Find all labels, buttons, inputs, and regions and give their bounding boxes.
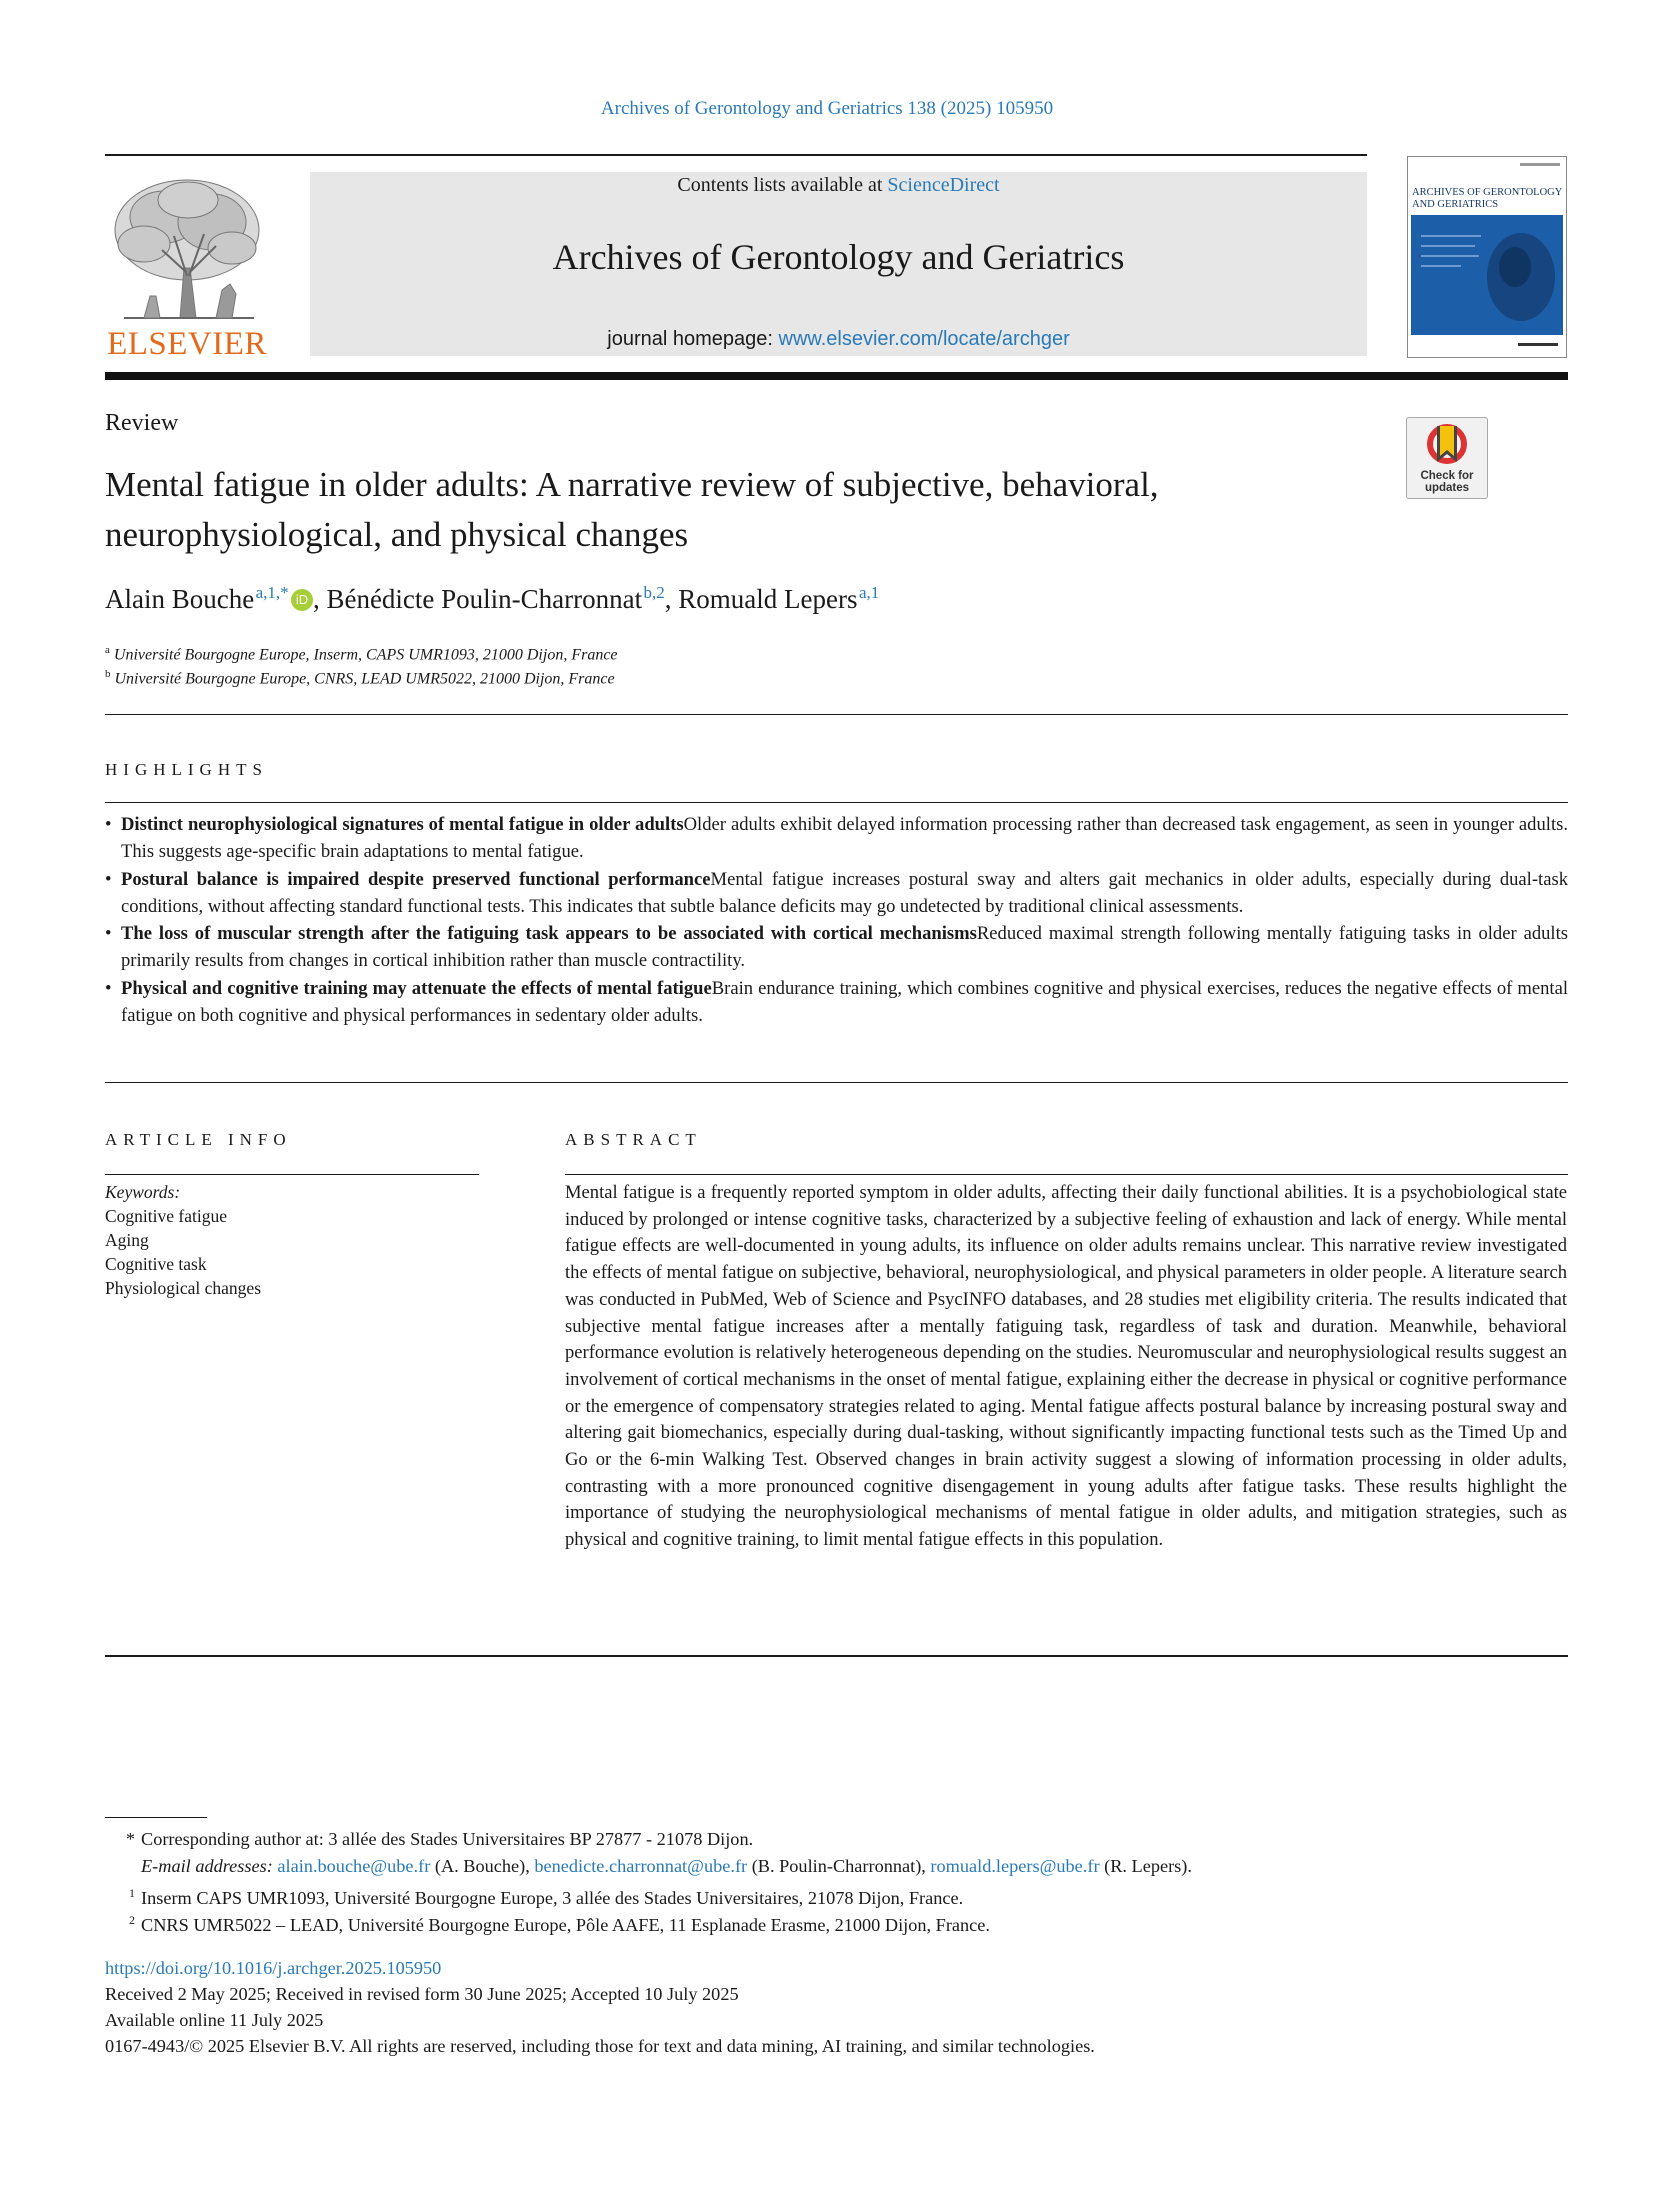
elsevier-wordmark: ELSEVIER: [107, 326, 267, 362]
author-2: Bénédicte Poulin-Charronnat $^{b,2}$,: [326, 583, 679, 614]
available-online: Available online 11 July 2025: [105, 2010, 324, 2030]
divider: [105, 1655, 1568, 1657]
footnote-rule: [105, 1817, 207, 1818]
header-top-rule: [105, 154, 1367, 156]
author-affiliation-marks[interactable]: a,1: [858, 583, 880, 602]
copyright: 0167-4943/© 2025 Elsevier B.V. All rights are reserved, including those for text and data mining, AI training, and similar technologies.: [105, 2036, 1095, 2056]
cover-publisher-mark: [1518, 343, 1558, 346]
cover-image: [1411, 215, 1563, 335]
highlights-list: [105, 811, 1568, 1029]
check-for-updates-badge[interactable]: [1406, 417, 1488, 499]
highlights-heading: HIGHLIGHTS: [105, 760, 268, 779]
author-affiliation-marks[interactable]: a,1,*: [255, 583, 289, 602]
keyword: Physiological changes: [105, 1278, 262, 1298]
author-name: Bénédicte Poulin-Charronnat: [326, 584, 643, 614]
keyword: Cognitive fatigue: [105, 1206, 227, 1226]
running-head: Archives of Gerontology and Geriatrics 138 (2025) 105950: [600, 98, 1054, 119]
email-link[interactable]: benedicte.charronnat@ube.fr: [534, 1856, 748, 1876]
keyword: Cognitive task: [105, 1254, 207, 1274]
divider: [105, 1082, 1568, 1083]
footnote-1: 1 Inserm CAPS UMR1093, Université Bourgogne Europe, 3 allée des Stades Universitaires, 21078 Dijon, France.: [129, 1886, 964, 1908]
bullet: •: [105, 814, 112, 835]
bullet: •: [105, 868, 112, 890]
author-name: Alain Bouche: [105, 584, 255, 614]
cover-title: ARCHIVES OF GERONTOLOGY AND GERIATRICS: [1412, 187, 1562, 210]
affiliation-b: $^b$ Université Bourgogne Europe, CNRS, LEAD UMR5022, 21000 Dijon, France: [105, 668, 615, 688]
crossmark-icon: [1407, 418, 1487, 474]
author-1: Alain Bouche $^{a,1,*}$ iD ,: [105, 583, 327, 614]
homepage-line: [310, 328, 1367, 351]
article-info-heading: ARTICLE INFO: [105, 1130, 292, 1149]
author-affiliation-marks[interactable]: b,2: [643, 583, 665, 602]
highlight-item: • Postural balance is impaired despite preserved functional performanceMental fatigue increases postural sway and alters gait mechanics in older adults, especially during dual-task conditions, without affecting standard functional tests. This indicates that subtle balance deficits may go undetected by traditional clinical assessments.: [105, 866, 1568, 921]
tree-logo-icon: [104, 172, 270, 322]
divider: [105, 714, 1568, 715]
journal-cover-thumbnail: [1407, 156, 1567, 358]
cover-portrait-icon: [1411, 215, 1563, 335]
check-for-updates-label: Check for updates: [1420, 470, 1474, 494]
sciencedirect-link[interactable]: ScienceDirect: [887, 174, 1000, 196]
email-link[interactable]: romuald.lepers@ube.fr: [930, 1856, 1100, 1876]
email-addresses: E-mail addresses: alain.bouche@ube.fr (A. Bouche), benedicte.charronnat@ube.fr (B. Poulin-Charronnat), romuald.lepers@ube.fr (R. Lepers).: [141, 1856, 1192, 1876]
divider: [105, 802, 1568, 803]
bullet: •: [105, 923, 112, 945]
received-dates: Received 2 May 2025; Received in revised form 30 June 2025; Accepted 10 July 2025: [105, 1984, 739, 2004]
abstract-heading: ABSTRACT: [565, 1130, 702, 1149]
keywords-label: Keywords:: [105, 1182, 181, 1202]
email-link[interactable]: alain.bouche@ube.fr: [277, 1856, 431, 1876]
header-thick-rule: [105, 372, 1568, 380]
author-3: [678, 584, 879, 614]
abstract-text: Mental fatigue is a frequently reported symptom in older adults, affecting their daily functional abilities. It is a psychobiological state induced by prolonged or intense cognitive tasks, characterized by a subjective feeling of exhaustion and lack of energy. While mental fatigue effects are well-documented in young adults, its influence on older adults remains unclear. This narrative review investigated the effects of mental fatigue on subjective, behavioral, neurophysiological, and physical parameters in older people. A literature search was conducted in PubMed, Web of Science and PsycINFO databases, and 28 studies met eligibility criteria. The results indicated that subjective mental fatigue increases after a mentally fatiguing task, regardless of task and duration. Meanwhile, behavioral performance evolution is relatively heterogeneous depending on the studies. Neuromuscular and neurophysiological results suggest an involvement of cortical mechanisms in the onset of mental fatigue, explaining either the decrease in physical or cognitive performance or the emergence of compensatory strategies related to aging. Mental fatigue affects postural balance by increasing postural sway and altering gait biomechanics, especially during dual-tasking, without significantly impacting functional tests such as the Timed Up and Go or the 6-min Walking Test. Observed changes in brain activity suggest a slowing of information processing in older adults, contrasting with a more pronounced cognitive disengagement in young adults after fatigue tasks. These results highlight the importance of studying the neurophysiological mechanisms of mental fatigue in older adults, and mitigation strategies, such as physical and cognitive training, to limit mental fatigue effects in this population.: [565, 1182, 1567, 1551]
author-list: [105, 583, 1395, 615]
keywords-block: [105, 1180, 485, 1300]
contents-line: [310, 174, 1367, 197]
doi-link[interactable]: https://doi.org/10.1016/j.archger.2025.105950: [105, 1958, 442, 1978]
article-type: Review: [105, 410, 179, 436]
highlight-item: • Physical and cognitive training may attenuate the effects of mental fatigueBrain endurance training, which combines cognitive and physical exercises, reduces the negative effects of mental fatigue on both cognitive and physical performances in sedentary older adults.: [105, 975, 1568, 1030]
keyword: Aging: [105, 1230, 149, 1250]
footnote-2: 2 CNRS UMR5022 – LEAD, Université Bourgogne Europe, Pôle AAFE, 11 Esplanade Erasme, 21000 Dijon, France.: [129, 1913, 990, 1935]
journal-name: Archives of Gerontology and Geriatrics: [552, 237, 1125, 277]
cover-issn-line: [1520, 163, 1560, 166]
divider: [105, 1174, 479, 1175]
article-title: Mental fatigue in older adults: A narrative review of subjective, behavioral, neurophysiological, and physical changes: [105, 465, 1159, 554]
divider: [565, 1174, 1568, 1175]
homepage-prefix: journal homepage:: [607, 328, 779, 350]
orcid-icon[interactable]: iD: [291, 589, 313, 611]
highlight-item: • Distinct neurophysiological signatures of mental fatigue in older adultsOlder adults exhibit delayed information processing rather than decreased task engagement, as seen in younger adults. This suggests age-specific brain adaptations to mental fatigue.: [105, 811, 1568, 866]
corresponding-author-note: * Corresponding author at: 3 allée des Stades Universitaires BP 27877 - 21078 Dijon.: [125, 1829, 754, 1849]
highlight-item: • The loss of muscular strength after the fatiguing task appears to be associated with cortical mechanismsReduced maximal strength following mentally fatiguing tasks in older adults primarily results from changes in cortical inhibition rather than muscle contractility.: [105, 920, 1568, 975]
author-name: Romuald Lepers: [678, 584, 858, 614]
affiliation-a: $^a$ Université Bourgogne Europe, Inserm, CAPS UMR1093, 21000 Dijon, France: [105, 644, 618, 664]
journal-masthead: [310, 172, 1367, 356]
bullet: •: [105, 977, 112, 999]
journal-homepage-link[interactable]: www.elsevier.com/locate/archger: [778, 328, 1070, 350]
contents-prefix: Contents lists available at: [677, 174, 888, 196]
